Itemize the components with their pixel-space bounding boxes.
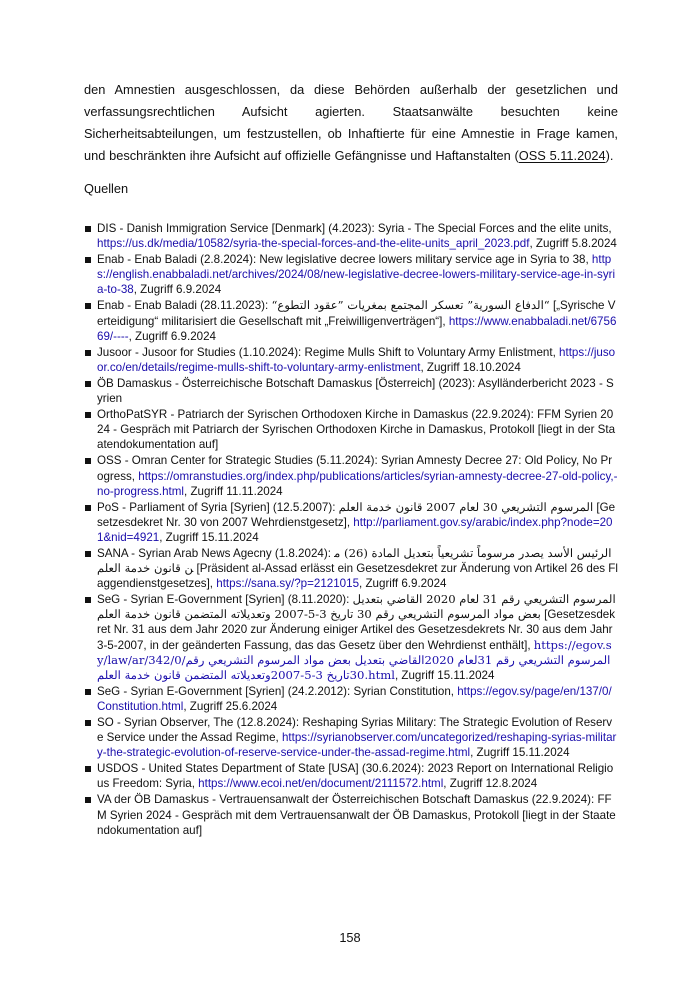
source-link[interactable]: https://english.enabbaladi.net/archives/2024/08/new-legislative-decree-lowers-military-service-age-in-syria-to-38 — [97, 253, 616, 297]
source-link[interactable]: https://www.ecoi.net/en/document/2111572.html — [198, 777, 444, 791]
arabic-title: المرسوم التشريعي 30 لعام 2007 قانون خدمة العلم — [338, 499, 594, 514]
source-item: PoS - Parliament of Syria [Syrien] (12.5.2007): المرسوم التشريعي 30 لعام 2007 قانون خدمة العلم [Gesetzesdekret Nr. 30 von 2007 Wehrdienstgesetz], http://parliament.gov.sy/arabic/index.php?node=201&nid=4921, Zugriff 15.11.2024 — [97, 500, 618, 545]
source-item: Jusoor - Jusoor for Studies (1.10.2024): Regime Mulls Shift to Voluntary Army Enlistment, https://jusoor.co/en/details/regime-mulls-shift-to-voluntary-army-enlistment, Zugriff 18.10.2024 — [97, 345, 618, 375]
source-link[interactable]: https://omranstudies.org/index.php/publications/articles/syrian-amnesty-decree-27-old-policy,-no-progress.html — [97, 469, 618, 498]
source-item: SANA - Syrian Arab News Agecny (1.8.2024): الرئيس الأسد يصدر مرسوماً تشريعياً بتعديل المادة (26) من قانون خدمة العلم [Präsident al-Assad erlässt ein Gesetzesdekret zur Änderung von Artikel 26 des Flaggendienstgesetzes], https://sana.sy/?p=2121015, Zugriff 6.9.2024 — [97, 545, 618, 591]
arabic-title: المرسوم التشريعي رقم 31 لعام 2020 القاضي بتعديل بعض مواد المرسوم التشريعي رقم 30 تاريخ 3-5-2007 وتعديلاته المتضمن قانون خدمة العلم — [97, 592, 616, 622]
source-item: DIS - Danish Immigration Service [Denmark] (4.2023): Syria - The Special Forces and the elite units, https://us.dk/media/10582/syria-the-special-forces-and-the-elite-units_april_2023.pdf, Zugriff 5.8.2024 — [97, 222, 617, 251]
source-item: USDOS - United States Department of State [USA] (30.6.2024): 2023 Report on International Religious Freedom: Syria, https://www.ecoi.net/en/document/2111572.html, Zugriff 12.8.2024 — [97, 761, 618, 791]
source-item: VA der ÖB Damaskus - Vertrauensanwalt der Österreichischen Botschaft Damaskus (22.9.2024): FFM Syrien 2024 - Gespräch mit dem Vertrauensanwalt der ÖB Damaskus, Protokoll [liegt in der Staatendokumentation auf] — [97, 792, 618, 837]
arabic-title: “الدفاع السورية” تعسكر المجتمع بمغريات ”عقود التطوع“ — [271, 298, 550, 313]
source-link[interactable]: https://jusoor.co/en/details/regime-mulls-shift-to-voluntary-army-enlistment — [97, 345, 616, 374]
source-item: SO - Syrian Observer, The (12.8.2024): Reshaping Syrias Military: The Strategic Evolution of Reserve Service under the Assad Regime, https://syrianobserver.com/uncategorized/reshaping-syrias-military-the-strategic-evolution-of-reserve-service-under-the-assad-regime.html, Zugriff 15.11.2024 — [97, 716, 617, 760]
arabic-title: الرئيس الأسد يصدر مرسوماً تشريعياً بتعديل المادة (26) من قانون خدمة العلم — [97, 545, 612, 576]
sources-list — [84, 221, 618, 838]
source-item: Enab - Enab Baladi (2.8.2024): New legislative decree lowers military service age in Syria to 38, https://english.enabbaladi.net/archives/2024/08/new-legislative-decree-lowers-military-service-age-in-syria-to-38, Zugriff 6.9.2024 — [97, 252, 618, 297]
source-item: OSS - Omran Center for Strategic Studies (5.11.2024): Syrian Amnesty Decree 27: Old Policy, No Progress, https://omranstudies.org/index.php/publications/articles/syrian-amnesty-decree-27-old-policy,-no-progress.html, Zugriff 11.11.2024 — [97, 454, 618, 498]
intro-text: den Amnestien ausgeschlossen, da diese Behörden außerhalb der gesetzlichen und verfassungsrechtlichen Aufsicht agierten. Staatsanwälte besuchten keine Sicherheitsabteilungen, um festzustellen, ob Inhaftierte für eine Amnestie in Frage kamen, und beschränkten ihre Aufsicht auf offizielle Gefängnisse und Haftanstalten ( — [84, 82, 618, 163]
source-link[interactable]: http://parliament.gov.sy/arabic/index.php?node=201&nid=4921 — [97, 515, 613, 544]
source-item: SeG - Syrian E-Government [Syrien] (24.2.2012): Syrian Constitution, https://egov.sy/page/en/137/0/Constitution.html, Zugriff 25.6.2024 — [97, 684, 618, 714]
source-link[interactable]: https://sana.sy/?p=2121015 — [216, 577, 360, 591]
source-link[interactable]: https://www.enabbaladi.net/675669/---- — [97, 314, 617, 343]
source-item: Enab - Enab Baladi (28.11.2023): “الدفاع السورية” تعسكر المجتمع بمغريات ”عقود التطوع“ [„Syrische Verteidigung“ militarisiert die Gesellschaft mit „Freiwilligenverträgen“], https://www.enabbaladi.net/675669/----, Zugriff 6.9.2024 — [97, 298, 617, 343]
sources-heading: Quellen — [84, 181, 129, 196]
source-link[interactable]: https://egov.sy/law/ar/342/0/المرسوم التشريعي رقم 31لعام 2020القاضي بتعديل بعض مواد المرسوم التشريعي رقم 30تاريخ 3-5-2007وتعديلاته المتضمن قانون خدمة العلم.html — [97, 637, 612, 682]
source-link[interactable]: https://us.dk/media/10582/syria-the-special-forces-and-the-elite-units_april_2023.pdf — [97, 237, 530, 251]
intro-paragraph — [84, 79, 618, 167]
source-link[interactable]: https://syrianobserver.com/uncategorized/reshaping-syrias-military-the-strategic-evolution-of-reserve-service-under-the-assad-regime.html — [97, 731, 617, 760]
intro-text-end: ). — [605, 148, 614, 163]
source-item: SeG - Syrian E-Government [Syrien] (8.11.2020): المرسوم التشريعي رقم 31 لعام 2020 القاضي بتعديل بعض مواد المرسوم التشريعي رقم 30 تاريخ 3-5-2007 وتعديلاته المتضمن قانون خدمة العلم [Gesetzesdekret Nr. 31 aus dem Jahr 2020 zur Änderung einiger Artikel des Gesetzesdekrets Nr. 30 aus dem Jahr 3-5-2007, in der geänderten Fassung, das das Gesetz über den Wehrdienst enthält], https://egov.sy/law/ar/342/0/المرسوم التشريعي رقم 31لعام 2020القاضي بتعديل بعض مواد المرسوم التشريعي رقم 30تاريخ 3-5-2007وتعديلاته المتضمن قانون خدمة العلم.html, Zugriff 15.11.2024 — [97, 592, 618, 683]
intro-source-reference[interactable]: OSS 5.11.2024 — [518, 148, 606, 163]
page-number: 158 — [339, 930, 361, 945]
source-item: ÖB Damaskus - Österreichische Botschaft Damaskus [Österreich] (2023): Asylländerbericht 2023 - Syrien — [97, 376, 618, 406]
source-item: OrthoPatSYR - Patriarch der Syrischen Orthodoxen Kirche in Damaskus (22.9.2024): FFM Syrien 2024 - Gespräch mit Patriarch der Syrischen Orthodoxen Kirche in Damaskus, Protokoll [liegt in der Staatendokumentation auf] — [97, 407, 618, 452]
source-link[interactable]: https://egov.sy/page/en/137/0/Constitution.html — [97, 684, 612, 713]
document-page — [84, 79, 618, 839]
